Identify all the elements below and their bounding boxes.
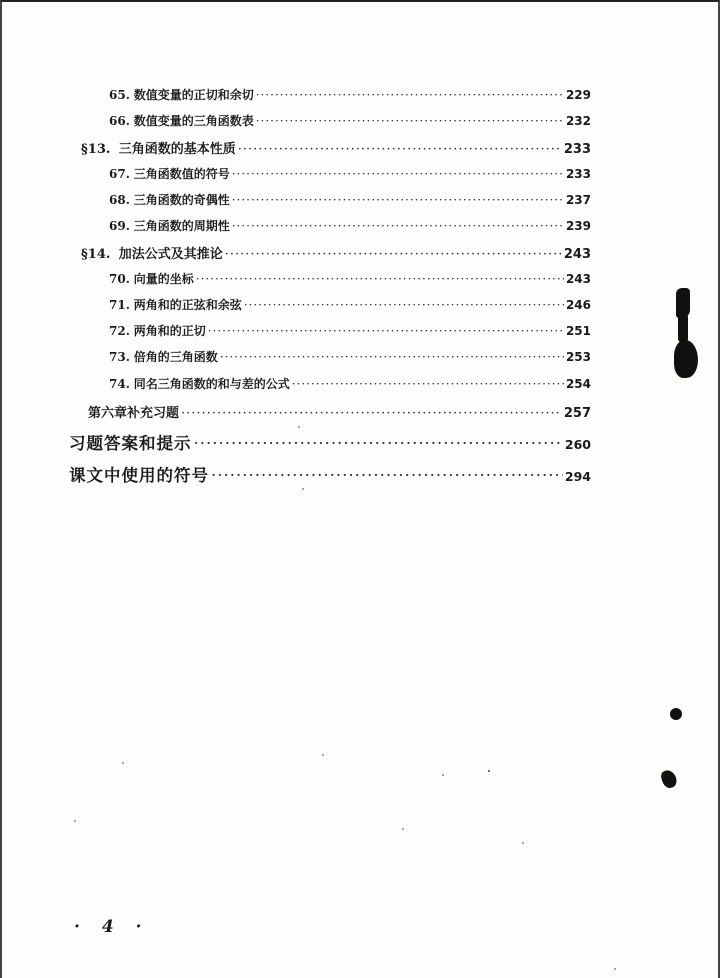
toc-entry-page: 243 [565, 272, 591, 286]
toc-entry-title: 习题答案和提示 [69, 434, 192, 453]
scan-speck [122, 762, 124, 764]
scan-speck [302, 488, 304, 490]
toc-leader-dots [292, 377, 564, 391]
toc-leader-dots [232, 167, 564, 181]
toc-section-entry[interactable] [81, 243, 591, 262]
ink-blot [678, 314, 688, 342]
toc-entry-number: 71. [109, 298, 130, 312]
toc-entry-page: 254 [565, 377, 591, 391]
toc-entry-page: 253 [565, 350, 591, 364]
toc-leader-dots [232, 193, 564, 207]
toc-leader-dots [238, 142, 562, 157]
scan-speck [74, 820, 76, 822]
toc-leader-dots [194, 434, 563, 453]
toc-entry-title: 两角和的正切 [133, 324, 206, 338]
toc-entry-title: 两角和的正弦和余弦 [133, 298, 242, 312]
toc-leader-dots [225, 247, 562, 262]
toc-entry-title: 倍角的三角函数 [133, 350, 218, 364]
toc-entry-page: 233 [563, 142, 591, 157]
toc-entry-title: 三角函数的奇偶性 [133, 193, 230, 207]
toc-entry[interactable] [109, 217, 591, 234]
toc-entry-title: 三角函数的周期性 [133, 219, 230, 233]
toc-answers-entry[interactable] [69, 430, 591, 454]
toc-entry[interactable] [109, 375, 591, 392]
toc-entry-number: 74. [109, 377, 130, 391]
toc-symbols-entry[interactable] [69, 462, 591, 486]
toc-leader-dots [208, 324, 564, 338]
toc-entry[interactable] [109, 191, 591, 208]
toc-entry-page: 237 [565, 193, 591, 207]
toc-entry-number: 69. [109, 219, 130, 233]
toc-section-number: §14. [81, 247, 111, 262]
scan-speck [298, 426, 300, 428]
toc-entry-number: 67. [109, 167, 130, 181]
toc-entry-title: 数值变量的三角函数表 [133, 114, 254, 128]
toc-section-entry[interactable] [81, 138, 591, 157]
toc-section-title: 三角函数的基本性质 [118, 142, 236, 157]
scan-speck [522, 842, 524, 844]
toc-entry-page: 246 [565, 298, 591, 312]
toc-entry-page: 229 [565, 88, 591, 102]
toc-entry-number: 72. [109, 324, 130, 338]
toc-entry-number: 73. [109, 350, 130, 364]
toc-entry-page: 243 [563, 247, 591, 262]
toc-entry-page: 260 [564, 437, 591, 452]
scan-speck [614, 968, 616, 970]
toc-entry-page: 233 [565, 167, 591, 181]
toc-entry[interactable] [109, 165, 591, 182]
toc-leader-dots [232, 219, 564, 233]
scan-speck [442, 774, 444, 776]
page-number: · 4 · [74, 917, 150, 937]
scan-speck [488, 770, 490, 772]
toc-leader-dots [244, 298, 564, 312]
toc-leader-dots [196, 272, 564, 286]
toc-entry-title: 向量的坐标 [133, 272, 194, 286]
toc-entry-number: 65. [109, 88, 130, 102]
toc-leader-dots [211, 466, 563, 485]
toc-entry-title: 课文中使用的符号 [69, 466, 209, 485]
toc-entry[interactable] [109, 296, 591, 313]
toc-leader-dots [220, 350, 564, 364]
ink-blot [674, 340, 698, 378]
toc-section-title: 加法公式及其推论 [118, 247, 223, 262]
toc-entry-page: 232 [565, 114, 591, 128]
ink-blot [670, 708, 682, 720]
toc-leader-dots [256, 114, 564, 128]
toc-section-number: §13. [81, 142, 111, 157]
toc-entry-title: 同名三角函数的和与差的公式 [133, 377, 290, 391]
toc-leader-dots [256, 88, 564, 102]
toc-entry[interactable] [109, 270, 591, 287]
scan-speck [322, 754, 324, 756]
toc-leader-dots [181, 406, 562, 421]
toc-entry[interactable] [109, 86, 591, 103]
ink-blot [659, 768, 678, 790]
toc-entry-title: 第六章补充习题 [88, 406, 180, 421]
toc-entry-title: 数值变量的正切和余切 [133, 88, 254, 102]
toc-entry-number: 70. [109, 272, 130, 286]
toc-entry[interactable] [109, 112, 591, 129]
scan-speck [402, 828, 404, 830]
toc-entry-title: 三角函数值的符号 [133, 167, 230, 181]
toc-entry-page: 257 [563, 406, 591, 421]
toc-entry[interactable] [109, 322, 591, 339]
toc-entry-number: 68. [109, 193, 130, 207]
toc-entry-page: 294 [564, 469, 591, 484]
toc-entry-number: 66. [109, 114, 130, 128]
toc-entry-page: 239 [565, 219, 591, 233]
toc-exercises-entry[interactable] [88, 402, 591, 421]
toc-entry-page: 251 [565, 324, 591, 338]
toc-entry[interactable] [109, 348, 591, 365]
